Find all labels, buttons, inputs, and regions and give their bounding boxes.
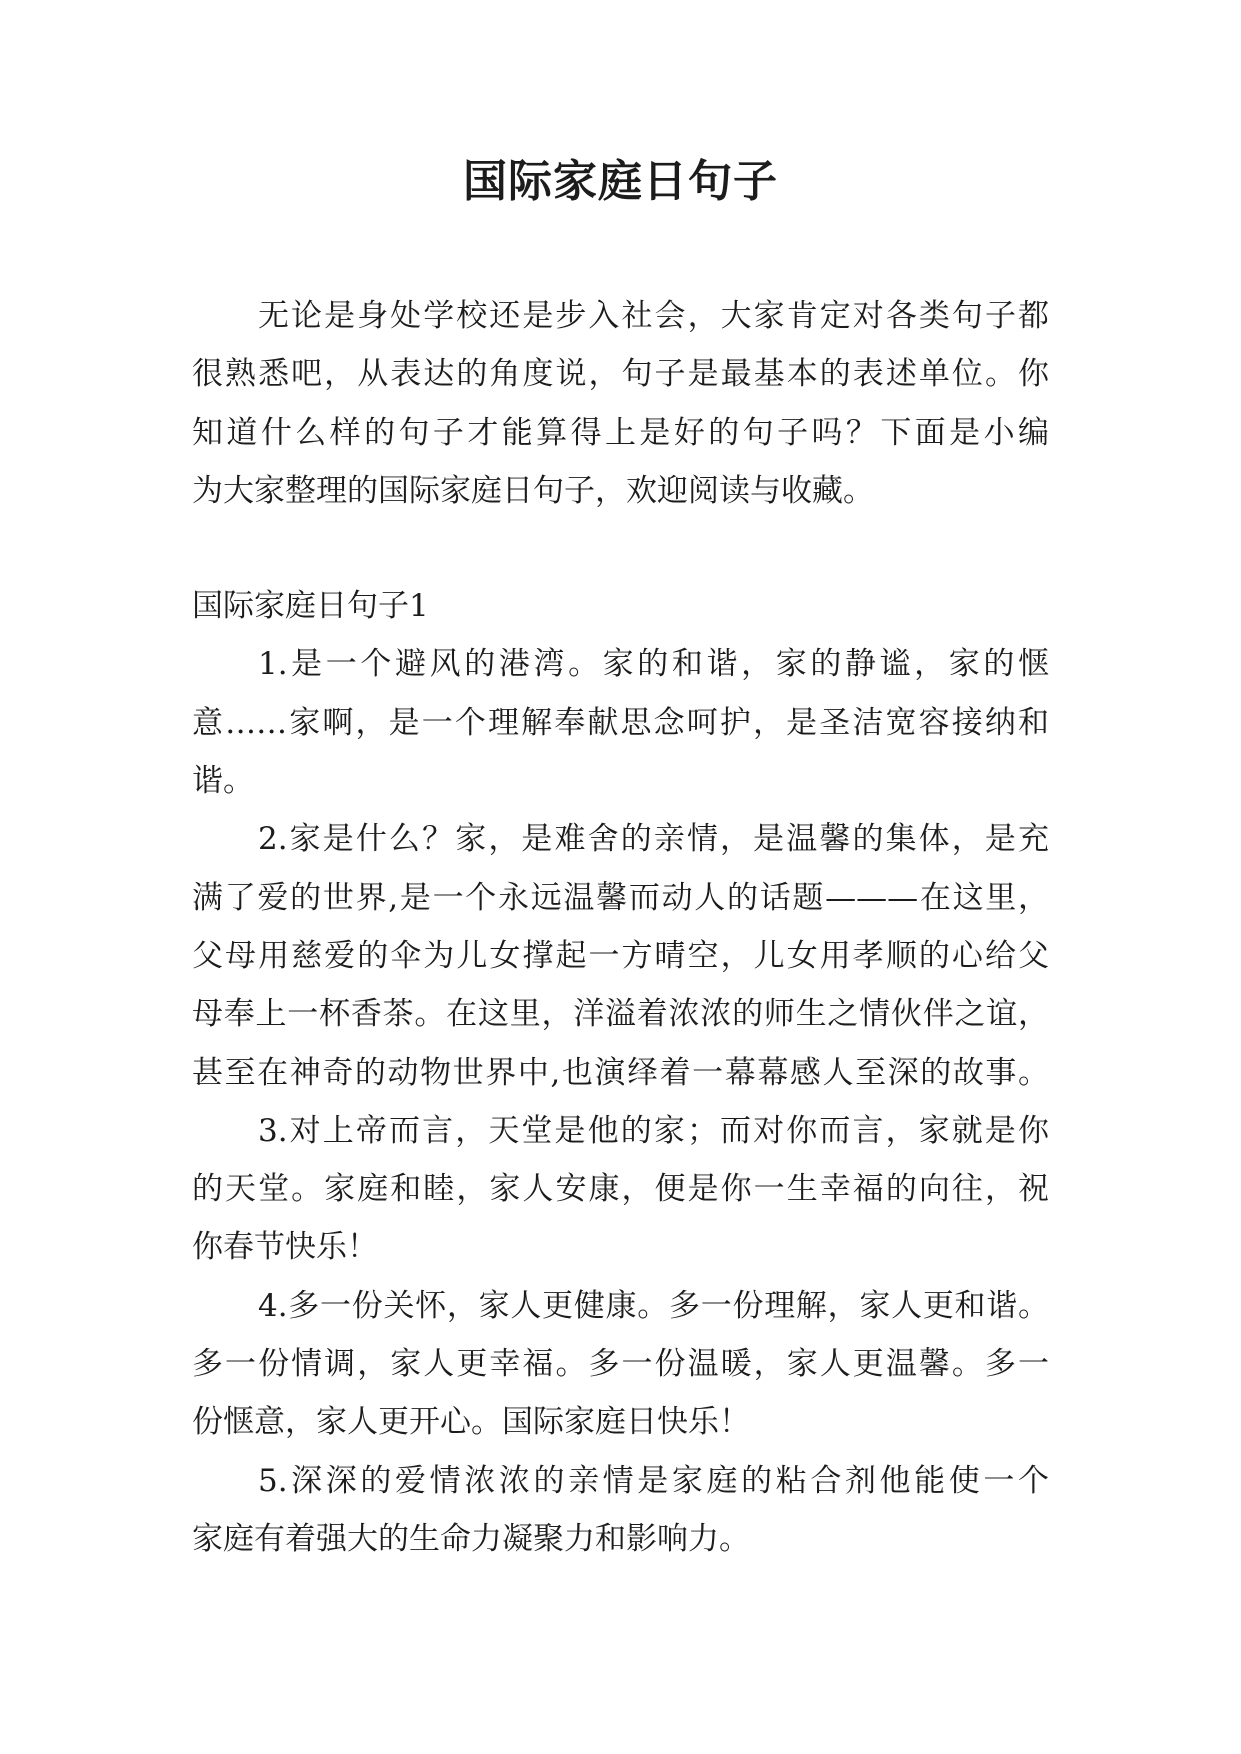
sentence-item-4 — [192, 1277, 1049, 1452]
paragraph-line: 1.是一个避风的港湾。家的和谐，家的静谧，家的惬 — [258, 646, 1049, 683]
paragraph-line: 甚至在神奇的动物世界中,也演绎着一幕幕感人至深的故事。 — [192, 1054, 1049, 1091]
section-heading: 国际家庭日句子1 — [192, 588, 429, 625]
paragraph-line: 5.深深的爱情浓浓的亲情是家庭的粘合剂他能使一个 — [258, 1462, 1049, 1499]
paragraph-line: 3.对上帝而言，天堂是他的家；而对你而言，家就是你 — [258, 1112, 1049, 1149]
document-title: 国际家庭日句子 — [463, 156, 778, 207]
paragraph-line: 知道什么样的句子才能算得上是好的句子吗？下面是小编 — [192, 414, 1049, 451]
paragraph-line: 多一份情调，家人更幸福。多一份温暖，家人更温馨。多一 — [192, 1346, 1049, 1383]
paragraph-line: 谐。 — [192, 763, 254, 800]
paragraph-line: 家庭有着强大的生命力凝聚力和影响力。 — [192, 1520, 750, 1557]
intro-paragraph — [192, 287, 1049, 520]
paragraph-line: 2.家是什么？家，是难舍的亲情，是温馨的集体，是充 — [258, 821, 1049, 858]
paragraph-line: 为大家整理的国际家庭日句子，欢迎阅读与收藏。 — [192, 472, 874, 509]
sentence-item-2 — [192, 810, 1049, 1101]
sentence-item-1 — [192, 635, 1049, 810]
paragraph-line: 母奉上一杯香茶。在这里，洋溢着浓浓的师生之情伙伴之谊， — [192, 996, 1049, 1033]
sentence-item-5 — [192, 1452, 1049, 1569]
paragraph-line: 父母用慈爱的伞为儿女撑起一方晴空，儿女用孝顺的心给父 — [192, 937, 1049, 974]
paragraph-line: 无论是身处学校还是步入社会，大家肯定对各类句子都 — [258, 298, 1049, 334]
document-body — [192, 287, 1049, 1568]
paragraph-line: 4.多一份关怀，家人更健康。多一份理解，家人更和谐。 — [258, 1287, 1049, 1324]
sentence-item-3 — [192, 1102, 1049, 1277]
paragraph-line: 的天堂。家庭和睦，家人安康，便是你一生幸福的向往，祝 — [192, 1171, 1049, 1208]
paragraph-line: 你春节快乐！ — [192, 1229, 378, 1266]
paragraph-line: 意……家啊，是一个理解奉献思念呵护，是圣洁宽容接纳和 — [192, 704, 1049, 741]
paragraph-line: 份惬意，家人更开心。国际家庭日快乐！ — [192, 1404, 750, 1441]
paragraph-line: 很熟悉吧，从表达的角度说，句子是最基本的表述单位。你 — [192, 356, 1049, 393]
paragraph-line: 满了爱的世界,是一个永远温馨而动人的话题———在这里， — [192, 879, 1049, 916]
